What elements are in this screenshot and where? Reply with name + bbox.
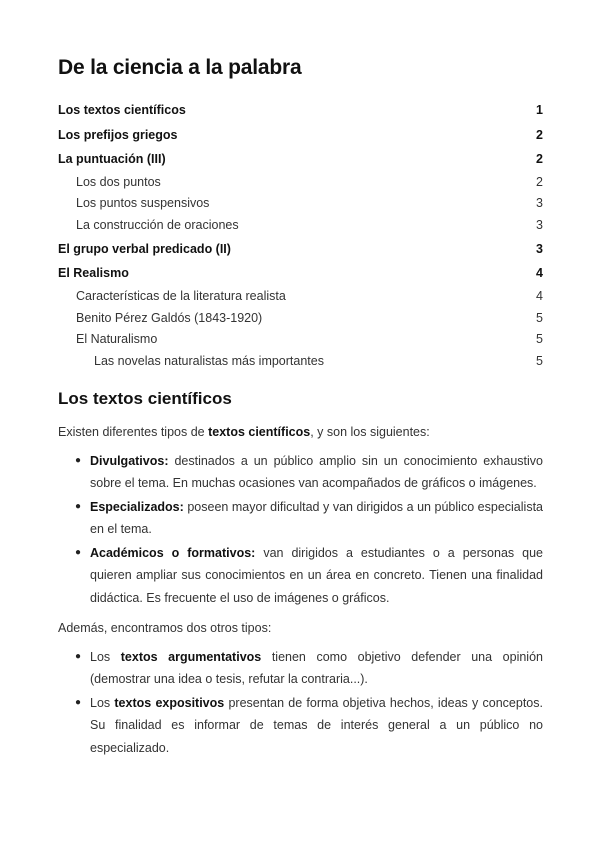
toc-page-number: 3 <box>536 241 543 256</box>
toc-entry[interactable] <box>58 351 543 373</box>
toc-page-number: 2 <box>536 152 543 166</box>
toc-entry[interactable] <box>58 172 543 194</box>
toc-entry[interactable] <box>58 308 543 330</box>
toc-label: El Realismo <box>58 266 129 281</box>
list-item-text: tienen como objetivo defender una opinión (demostrar una idea o tesis, refutar la contraria...). <box>90 649 543 687</box>
list-item <box>58 450 543 495</box>
also-paragraph: Además, encontramos dos otros tipos: <box>58 621 272 636</box>
list-item-text: poseen mayor dificultad y van dirigidos a un público especialista en el tema. <box>90 499 543 537</box>
list-item-text: van dirigidos a estudiantes o a personas que quieren ampliar sus conocimientos en un área en concreto. Tienen una finalidad didáctica. Es frecuente el uso de imágenes o gráficos. <box>90 545 543 605</box>
toc-label: Los textos científicos <box>58 103 186 117</box>
bullet-icon: ● <box>75 546 82 558</box>
toc-label: Los prefijos griegos <box>58 127 178 142</box>
toc-page-number: 3 <box>536 196 543 211</box>
toc-page-number: 5 <box>536 354 543 369</box>
toc-entry[interactable] <box>58 329 543 351</box>
toc-label: Los puntos suspensivos <box>76 196 210 211</box>
list-item-term: Divulgativos: <box>90 453 169 468</box>
list-item-prefix: Los <box>90 649 121 664</box>
table-of-contents <box>58 98 543 373</box>
toc-page-number: 5 <box>536 332 543 347</box>
toc-page-number: 2 <box>536 127 543 142</box>
toc-page-number: 1 <box>536 103 543 117</box>
list-item-text: presentan de forma objetiva hechos, ideas y conceptos. Su finalidad es informar de temas de interés general a un público no especializado. <box>90 695 543 755</box>
document-page <box>58 56 543 760</box>
other-types-list <box>58 646 543 760</box>
toc-entry[interactable] <box>58 261 543 286</box>
toc-entry[interactable] <box>58 147 543 172</box>
list-item <box>58 692 543 760</box>
toc-label: Los dos puntos <box>76 174 161 189</box>
toc-entry[interactable] <box>58 123 543 148</box>
list-item <box>58 646 543 691</box>
section-heading: Los textos científicos <box>58 389 232 409</box>
list-item <box>58 542 543 610</box>
toc-page-number: 2 <box>536 174 543 189</box>
toc-label: Características de la literatura realista <box>76 288 286 303</box>
toc-page-number: 4 <box>536 266 543 281</box>
toc-label: Benito Pérez Galdós (1843-1920) <box>76 310 263 325</box>
toc-entry[interactable] <box>58 98 543 123</box>
document-title: De la ciencia a la palabra <box>58 56 302 79</box>
list-item-term: Académicos o formativos: <box>90 545 256 560</box>
toc-label: El grupo verbal predicado (II) <box>58 241 231 256</box>
intro-bold-term: textos científicos <box>208 425 311 440</box>
toc-label: Las novelas naturalistas más importantes <box>94 354 324 369</box>
list-item-term: textos argumentativos <box>120 649 262 664</box>
intro-paragraph <box>58 421 543 444</box>
list-item-term: Especializados: <box>90 499 184 514</box>
toc-entry[interactable] <box>58 286 543 308</box>
bullet-icon: ● <box>75 500 82 512</box>
list-item-term: textos expositivos <box>114 695 225 710</box>
toc-page-number: 5 <box>536 310 543 325</box>
bullet-icon: ● <box>75 650 82 662</box>
bullet-icon: ● <box>75 454 82 466</box>
toc-label: El Naturalismo <box>76 332 158 347</box>
toc-entry[interactable] <box>58 215 543 237</box>
text-types-list <box>58 450 543 610</box>
toc-entry[interactable] <box>58 237 543 262</box>
toc-label: La construcción de oraciones <box>76 218 239 233</box>
intro-text: Existen diferentes tipos de <box>58 425 209 440</box>
list-item-prefix: Los <box>90 695 115 710</box>
list-item <box>58 496 543 541</box>
toc-label: La puntuación (III) <box>58 152 166 166</box>
list-item-text: destinados a un público amplio sin un conocimiento exhaustivo sobre el tema. En muchas ocasiones van acompañados de gráficos o imágenes. <box>90 453 543 491</box>
intro-text-end: , y son los siguientes: <box>310 425 430 440</box>
bullet-icon: ● <box>75 696 82 708</box>
toc-page-number: 4 <box>536 288 543 303</box>
toc-page-number: 3 <box>536 218 543 233</box>
toc-entry[interactable] <box>58 193 543 215</box>
